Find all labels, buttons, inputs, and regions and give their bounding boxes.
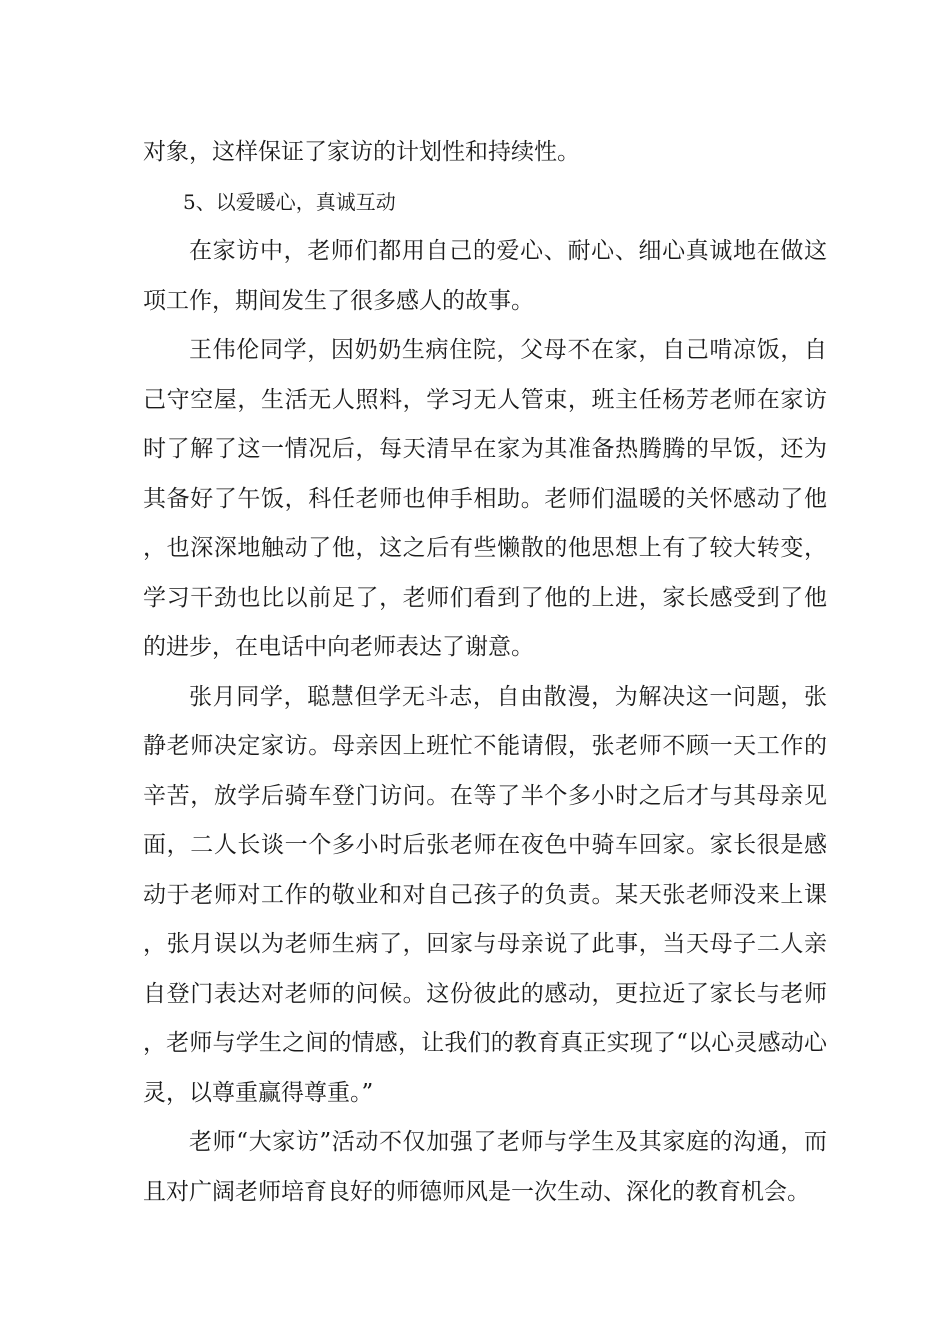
section-heading: 5、以爱暖心，真诚互动 [183,189,396,214]
paragraph-continuation: 对象，这样保证了家访的计划性和持续性。 [143,139,580,165]
paragraph-story-wang: 王伟伦同学，因奶奶生病住院，父母不在家，自己啃凉饭，自己守空屋，生活无人照料，学习无人管束，班主任杨芳老师在家访时了解了这一情况后，每天清早在家为其准备热腾腾的早饭，还为其备好了午饭，科任老师也伸手相助。老师们温暖的关怀感动了他，也深深地触动了他，这之后有些懒散的他思想上有了较大转变，学习干劲也比以前足了，老师们看到了他的上进，家长感受到了他的进步，在电话中向老师表达了谢意。 [143,337,827,660]
paragraph-conclusion: 老师“大家访”活动不仅加强了老师与学生及其家庭的沟通，而且对广阔老师培育良好的师德师风是一次生动、深化的教育机会。 [143,1129,827,1205]
document-body [143,128,827,1217]
paragraph-intro: 在家访中，老师们都用自己的爱心、耐心、细心真诚地在做这项工作，期间发生了很多感人的故事。 [143,238,827,314]
paragraph-story-zhang: 张月同学，聪慧但学无斗志，自由散漫，为解决这一问题，张静老师决定家访。母亲因上班忙不能请假，张老师不顾一天工作的辛苦，放学后骑车登门访问。在等了半个多小时之后才与其母亲见面，二人长谈一个多小时后张老师在夜色中骑车回家。家长很是感动于老师对工作的敬业和对自己孩子的负责。某天张老师没来上课，张月误以为老师生病了，回家与母亲说了此事，当天母子二人亲自登门表达对老师的问候。这份彼此的感动，更拉近了家长与老师，老师与学生之间的情感，让我们的教育真正实现了“以心灵感动心灵，以尊重赢得尊重。” [143,683,827,1106]
